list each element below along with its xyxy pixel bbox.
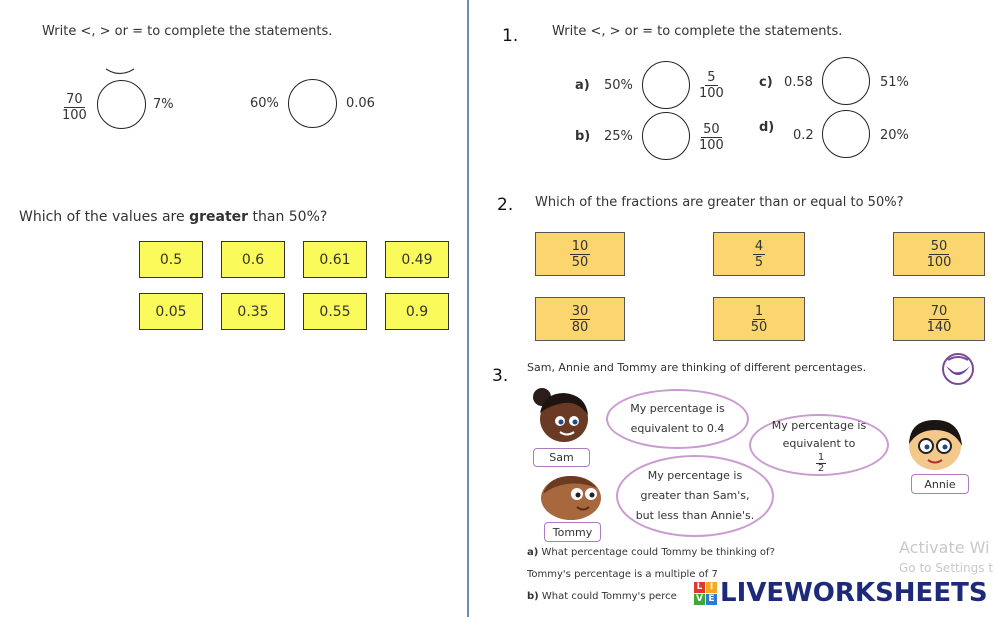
frac-numerator: 1 <box>817 451 825 463</box>
logo-letter: I <box>706 582 717 593</box>
q1b-label: b) <box>575 129 591 144</box>
panel-divider <box>467 0 469 617</box>
q1a-left: 50% <box>604 78 633 93</box>
activate-windows-subtext: Go to Settings t <box>899 561 994 575</box>
frac-denominator: 50 <box>750 319 768 335</box>
frac-denominator: 140 <box>926 319 952 335</box>
value-box[interactable]: 0.61 <box>303 241 367 278</box>
activate-windows-text: Activate Wi <box>899 538 990 557</box>
value-box[interactable]: 0.6 <box>221 241 285 278</box>
tommy-speech-bubble: My percentage is greater than Sam's, but less than Annie's. <box>616 455 774 537</box>
tommy-label: Tommy <box>544 522 601 542</box>
q1a-label: a) <box>575 78 590 93</box>
left-value-1: 7% <box>153 97 174 112</box>
q3b-text: What could Tommy's perce <box>541 591 677 602</box>
frac-denominator: 100 <box>62 108 87 123</box>
question-suffix: than 50%? <box>248 209 328 225</box>
q3-intro: Sam, Annie and Tommy are thinking of different percentages. <box>527 361 867 374</box>
q3a-label: a) <box>527 547 539 558</box>
value-box[interactable]: 0.55 <box>303 293 367 330</box>
logo-swirl-icon <box>940 352 976 386</box>
q1d-label: d) <box>759 120 775 135</box>
q3a-text: What percentage could Tommy be thinking of? <box>541 547 775 558</box>
frac-denominator: 80 <box>571 319 589 335</box>
fraction-box[interactable] <box>535 297 625 341</box>
q1c-left: 0.58 <box>784 75 813 90</box>
q1b-fraction <box>699 122 724 153</box>
frac-numerator: 30 <box>571 303 589 319</box>
value-box[interactable]: 0.9 <box>385 293 449 330</box>
frac-denominator: 100 <box>699 138 724 153</box>
q3-number: 3. <box>492 366 509 386</box>
left-value-3: 0.06 <box>346 96 375 111</box>
q3-hint: Tommy's percentage is a multiple of 7 <box>527 569 718 580</box>
q3b-label: b) <box>527 591 539 602</box>
q1d-circle[interactable] <box>822 110 870 158</box>
value-box[interactable]: 0.05 <box>139 293 203 330</box>
frac-numerator: 70 <box>66 92 83 107</box>
fraction-box[interactable] <box>893 297 985 341</box>
frac-denominator: 100 <box>926 254 952 270</box>
sam-speech-bubble: My percentage is equivalent to 0.4 <box>606 389 749 449</box>
value-box[interactable]: 0.5 <box>139 241 203 278</box>
sam-label: Sam <box>533 448 590 467</box>
q1c-circle[interactable] <box>822 57 870 105</box>
question-bold: greater <box>189 209 249 225</box>
logo-grid-icon <box>694 582 717 605</box>
liveworksheets-logo <box>694 578 988 608</box>
left-instruction: Write <, > or = to complete the statements. <box>42 24 333 39</box>
value-box[interactable]: 0.35 <box>221 293 285 330</box>
q1b-left: 25% <box>604 129 633 144</box>
q2-text: Which of the fractions are greater than or equal to 50%? <box>535 195 904 210</box>
annie-bubble-text: My percentage is equivalent to <box>771 418 867 450</box>
fraction-box[interactable] <box>893 232 985 276</box>
tommy-avatar-icon <box>537 472 605 522</box>
frac-denominator: 50 <box>571 254 589 270</box>
frac-denominator: 100 <box>699 86 724 101</box>
fraction-box[interactable] <box>535 232 625 276</box>
frac-numerator: 5 <box>707 70 716 85</box>
logo-text: LIVEWORKSHEETS <box>720 578 988 608</box>
q1a-fraction <box>699 70 724 101</box>
left-value-2: 60% <box>250 96 279 111</box>
q1d-right: 20% <box>880 128 909 143</box>
q1a-circle[interactable] <box>642 61 690 109</box>
frac-numerator: 50 <box>703 122 720 137</box>
frac-numerator: 1 <box>754 303 764 319</box>
q2-number: 2. <box>497 195 514 215</box>
fraction-box[interactable] <box>713 232 805 276</box>
q1b-circle[interactable] <box>642 112 690 160</box>
logo-letter: V <box>694 594 705 605</box>
frac-numerator: 4 <box>754 238 764 254</box>
sam-avatar-icon <box>530 383 592 447</box>
frac-denominator: 5 <box>754 254 764 270</box>
q1c-right: 51% <box>880 75 909 90</box>
q3b-question <box>527 591 677 602</box>
frac-denominator: 2 <box>817 462 825 474</box>
logo-letter: L <box>694 582 705 593</box>
annie-fraction <box>816 453 826 474</box>
value-box[interactable]: 0.49 <box>385 241 449 278</box>
compare-circle-2[interactable] <box>288 79 337 128</box>
left-question <box>19 209 327 225</box>
question-prefix: Which of the values are <box>19 209 190 225</box>
frac-numerator: 70 <box>930 303 948 319</box>
q1d-left: 0.2 <box>793 128 814 143</box>
annie-avatar-icon <box>902 416 968 472</box>
annie-label: Annie <box>911 474 969 494</box>
frac-numerator: 10 <box>571 238 589 254</box>
left-fraction <box>62 92 87 123</box>
compare-circle-1[interactable] <box>97 80 146 129</box>
q1-instruction: Write <, > or = to complete the statements. <box>552 24 843 39</box>
annie-speech-bubble <box>749 414 889 476</box>
curve-mark <box>104 66 136 78</box>
q3a-question <box>527 547 775 558</box>
q1c-label: c) <box>759 75 773 90</box>
q1-number: 1. <box>502 26 519 46</box>
fraction-box[interactable] <box>713 297 805 341</box>
logo-letter: E <box>706 594 717 605</box>
frac-numerator: 50 <box>930 238 948 254</box>
